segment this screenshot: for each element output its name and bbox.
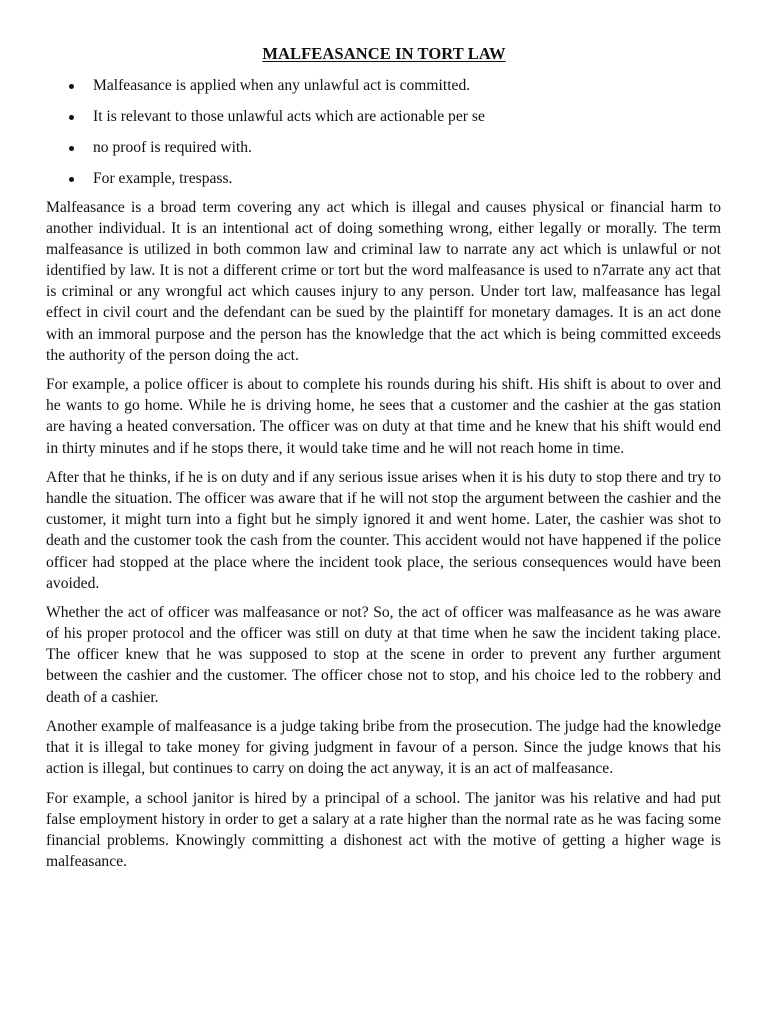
paragraph-police-example: For example, a police officer is about to complete his rounds during his shift. His shift is about to over and he wants to go home. While he is driving home, he sees that a customer and the cashier at the gas station are having a heated conversation. The officer was on duty at that time and he knew that his shift would end in thirty minutes and if he stops there, it would take time and he will not reach home in time.: [46, 376, 721, 457]
bullet-text: It is relevant to those unlawful acts which are actionable per se: [93, 108, 485, 125]
bullet-text: For example, trespass.: [93, 170, 233, 187]
summary-bullet-list: [66, 76, 726, 200]
bullet-item: [66, 76, 726, 107]
paragraph-analysis: Whether the act of officer was malfeasance or not? So, the act of officer was malfeasance as he was aware of his proper protocol and the officer was still on duty at that time when he saw the incident taking place. The officer knew that he was supposed to stop at the scene in order to prevent any further argument between the cashier and the customer. The officer chose not to stop, and his choice led to the robbery and death of a cashier.: [46, 604, 721, 706]
paragraph-definition: Malfeasance is a broad term covering any act which is illegal and causes physical or financial harm to another individual. It is an intentional act of doing something wrong, either legally or morally. The term malfeasance is utilized in both common law and criminal law to narrate any act which is unlawful or not identified by law. It is not a different crime or tort but the word malfeasance is used to n7arrate any act that is criminal or any wrongful act which causes injury to any person. Under tort law, malfeasance has legal effect in civil court and the defendant can be sued by the plaintiff for monetary damages. It is an act done with an immoral purpose and the person has the knowledge that the act which is being committed exceeds the authority of the person doing the act.: [46, 199, 721, 364]
bullet-text: no proof is required with.: [93, 139, 252, 156]
bullet-dot-icon: [69, 177, 74, 182]
bullet-dot-icon: [69, 146, 74, 151]
bullet-item: [66, 138, 726, 169]
bullet-item: [66, 169, 726, 200]
bullet-text: Malfeasance is applied when any unlawful act is committed.: [93, 77, 471, 94]
paragraph-janitor-example: For example, a school janitor is hired by a principal of a school. The janitor was his relative and had put false employment history in order to get a salary at a rate higher than the normal rate as he was facing some financial problems. Knowingly committing a dishonest act with the motive of getting a higher wage is malfeasance.: [46, 789, 721, 871]
paragraph-judge-example: Another example of malfeasance is a judge taking bribe from the prosecution. The judge had the knowledge that it is illegal to take money for giving judgment in favour of a person. Since the judge knows that his action is illegal, but continues to carry on doing the act anyway, it is an act of malfeasance.: [46, 718, 721, 778]
bullet-dot-icon: [69, 115, 74, 120]
bullet-item: [66, 107, 726, 138]
document-body: [46, 197, 721, 881]
paragraph-consequences: After that he thinks, if he is on duty and if any serious issue arises when it is his duty to stop there and try to handle the situation. The officer was aware that if he will not stop the argument between the cashier and the customer, it might turn into a fight but he simply ignored it and went home. Later, the cashier was shot to death and the customer took the cash from the counter. This accident would not have happened if the police officer had stopped at the place where the incident took place, the serious consequences would have been avoided.: [46, 469, 721, 592]
document-title: MALFEASANCE IN TORT LAW: [262, 44, 506, 63]
bullet-dot-icon: [69, 84, 74, 89]
